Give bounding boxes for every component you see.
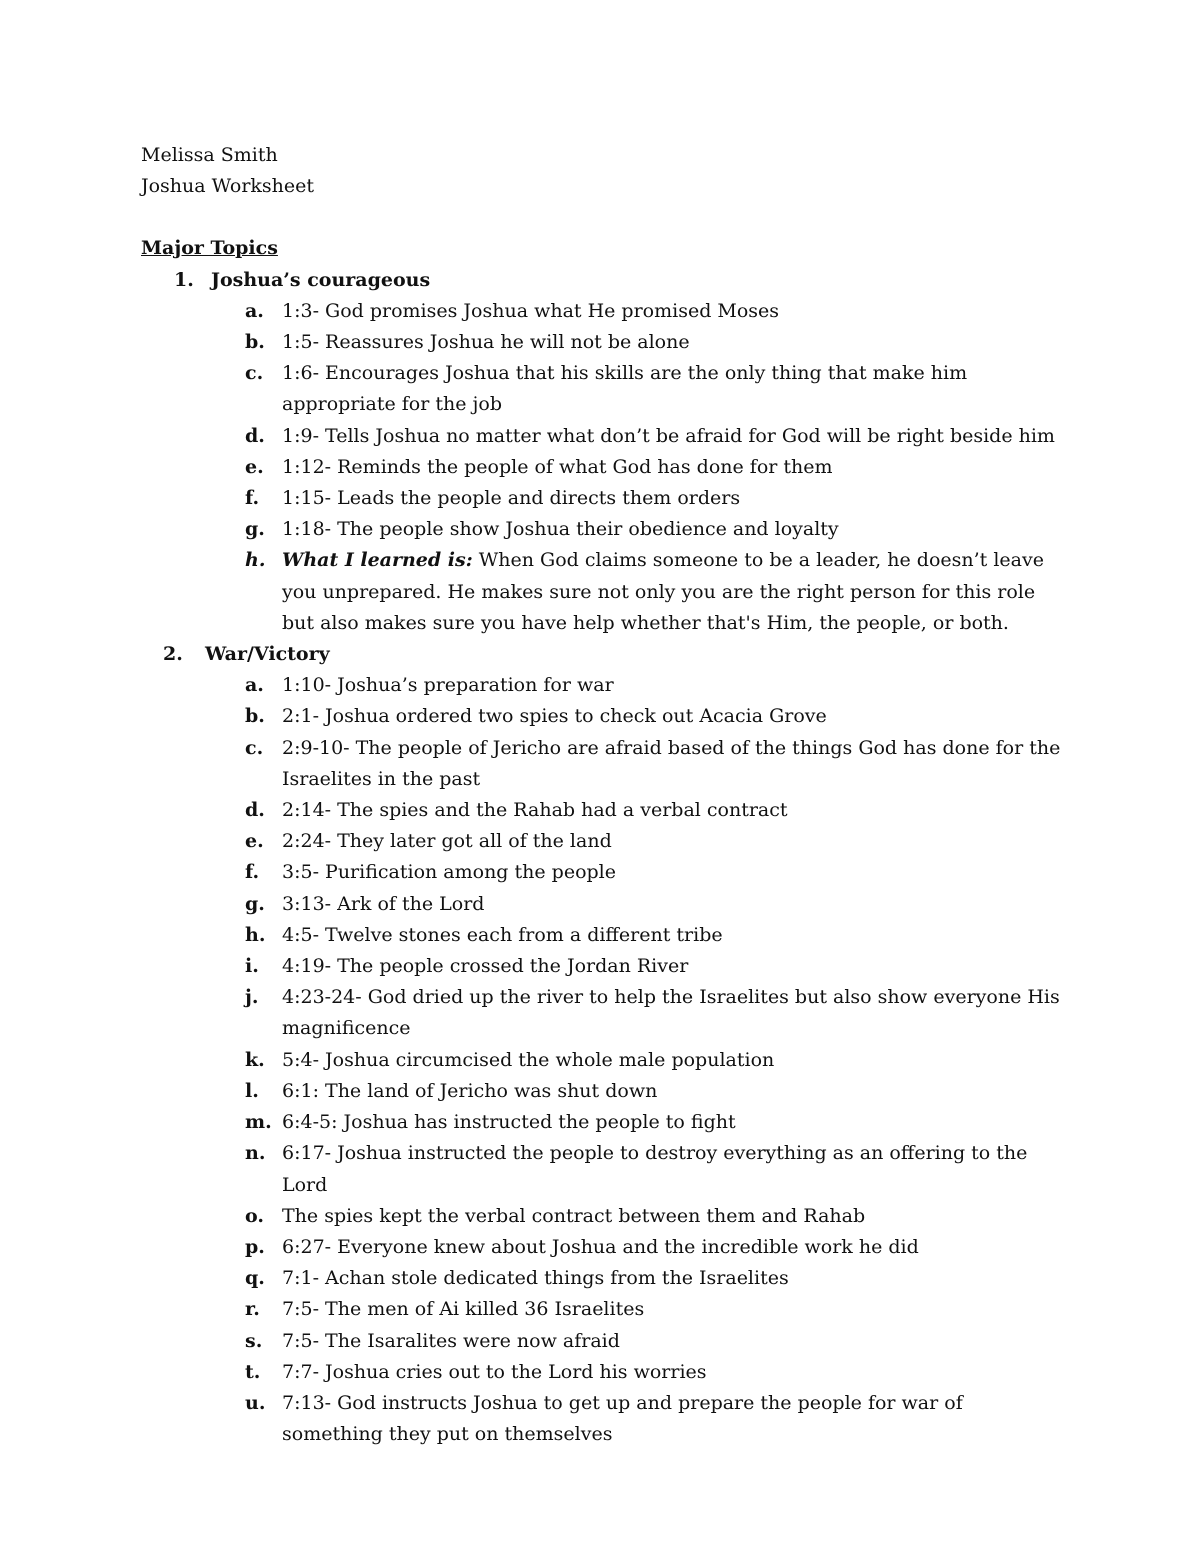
item-letter: h. — [245, 549, 266, 572]
item-letter: e. — [245, 830, 264, 853]
item-text: 2:9-10- The people of Jericho are afraid based of the things God has done for the Israelites in the past — [282, 736, 1061, 790]
list-item — [141, 421, 1062, 452]
list-item — [141, 670, 1062, 701]
spacer — [141, 202, 1071, 233]
list-item — [141, 920, 1062, 951]
section-heading: Major Topics — [141, 237, 278, 260]
list-item — [141, 1201, 1062, 1232]
item-letter: k. — [245, 1048, 265, 1071]
list-item — [141, 1138, 1062, 1200]
item-text: 7:7- Joshua cries out to the Lord his worries — [282, 1360, 707, 1383]
item-letter: h. — [245, 923, 266, 946]
item-text: 3:13- Ark of the Lord — [282, 892, 485, 915]
item-text: 1:5- Reassures Joshua he will not be alone — [282, 331, 690, 354]
item-text: 4:5- Twelve stones each from a different tribe — [282, 923, 723, 946]
topic-number: 2. — [163, 643, 183, 666]
list-item — [141, 1326, 1062, 1357]
item-letter: a. — [245, 674, 264, 697]
item-text: The spies kept the verbal contract between them and Rahab — [282, 1204, 866, 1227]
item-letter: n. — [245, 1142, 266, 1165]
item-text: 1:9- Tells Joshua no matter what don’t be afraid for God will be right beside him — [282, 424, 1055, 447]
list-item — [141, 795, 1062, 826]
item-text: 6:17- Joshua instructed the people to destroy everything as an offering to the Lord — [282, 1142, 1028, 1196]
topic-1-items — [141, 296, 1071, 639]
item-letter: i. — [245, 955, 259, 978]
list-item — [141, 701, 1062, 732]
document-title: Joshua Worksheet — [141, 175, 315, 198]
learned-label: What I learned is: — [282, 549, 473, 572]
list-item — [141, 1294, 1062, 1325]
item-text: 2:1- Joshua ordered two spies to check out Acacia Grove — [282, 705, 827, 728]
list-item — [141, 514, 1062, 545]
item-text: 7:13- God instructs Joshua to get up and prepare the people for war of something they put on themselves — [282, 1391, 963, 1446]
learned-item — [141, 545, 1062, 639]
item-text: 5:4- Joshua circumcised the whole male population — [282, 1048, 775, 1071]
item-letter: m. — [245, 1111, 272, 1134]
item-letter: b. — [245, 705, 265, 728]
author-name: Melissa Smith — [141, 144, 278, 166]
topic-2-items — [141, 670, 1071, 1450]
list-item — [141, 327, 1062, 358]
topic-title: War/Victory — [205, 643, 330, 666]
list-item — [141, 358, 1062, 420]
learned-text-block — [282, 545, 1062, 639]
item-letter: g. — [245, 892, 265, 915]
item-letter: s. — [245, 1329, 263, 1352]
list-item — [141, 452, 1062, 483]
item-letter: f. — [245, 487, 260, 510]
list-item — [141, 733, 1062, 795]
list-item — [141, 1232, 1062, 1263]
item-text: 7:5- The Isaralites were now afraid — [282, 1329, 620, 1352]
item-text: 1:10- Joshua’s preparation for war — [282, 674, 614, 697]
item-letter: t. — [245, 1360, 261, 1383]
item-text: 2:14- The spies and the Rahab had a verbal contract — [282, 799, 788, 822]
item-letter: u. — [245, 1391, 266, 1414]
item-text: 1:12- Reminds the people of what God has done for them — [282, 455, 833, 478]
list-item — [141, 1357, 1062, 1388]
list-item — [141, 889, 1062, 920]
item-text: 7:5- The men of Ai killed 36 Israelites — [282, 1298, 645, 1321]
list-item — [141, 1076, 1062, 1107]
item-letter: p. — [245, 1235, 265, 1258]
item-letter: e. — [245, 455, 264, 478]
item-text: 4:23-24- God dried up the river to help the Israelites but also show everyone His magnificence — [282, 986, 1060, 1040]
list-item — [141, 857, 1062, 888]
item-letter: g. — [245, 518, 265, 541]
list-item — [141, 1388, 1062, 1450]
item-text: 1:6- Encourages Joshua that his skills are the only thing that make him appropriate for the job — [282, 362, 968, 416]
item-letter: c. — [245, 736, 264, 759]
item-letter: b. — [245, 331, 265, 354]
topic-number: 1. — [174, 268, 194, 291]
topic-heading — [141, 639, 1071, 670]
item-text: 7:1- Achan stole dedicated things from the Israelites — [282, 1267, 789, 1290]
item-text: 6:4-5: Joshua has instructed the people to fight — [282, 1111, 736, 1134]
item-letter: j. — [245, 986, 259, 1009]
item-letter: d. — [245, 799, 265, 822]
item-text: 1:15- Leads the people and directs them orders — [282, 487, 741, 510]
topic-title: Joshua’s courageous — [211, 268, 431, 291]
list-item — [141, 483, 1062, 514]
item-letter: r. — [245, 1298, 260, 1321]
item-text: 1:18- The people show Joshua their obedience and loyalty — [282, 518, 839, 541]
document-body — [141, 140, 1071, 1450]
topic-heading — [141, 265, 1071, 296]
list-item — [141, 1107, 1062, 1138]
item-letter: q. — [245, 1267, 265, 1290]
list-item — [141, 982, 1062, 1044]
list-item — [141, 1045, 1062, 1076]
item-text: 6:1: The land of Jericho was shut down — [282, 1079, 658, 1102]
item-letter: c. — [245, 362, 264, 385]
item-letter: l. — [245, 1079, 259, 1102]
list-item — [141, 296, 1062, 327]
item-text: 3:5- Purification among the people — [282, 861, 616, 884]
item-text: 2:24- They later got all of the land — [282, 830, 612, 853]
list-item — [141, 951, 1062, 982]
learned-text: When God claims someone to be a leader, he doesn’t leave you unprepared. He makes sure not only you are the right person for this role but also makes sure you have help whether that's Him, the people, or both. — [282, 549, 1044, 634]
list-item — [141, 1263, 1062, 1294]
item-letter: a. — [245, 299, 264, 322]
item-letter: d. — [245, 424, 265, 447]
item-text: 1:3- God promises Joshua what He promised Moses — [282, 299, 780, 322]
item-text: 4:19- The people crossed the Jordan River — [282, 955, 689, 978]
item-letter: o. — [245, 1204, 264, 1227]
list-item — [141, 826, 1062, 857]
item-text: 6:27- Everyone knew about Joshua and the incredible work he did — [282, 1235, 919, 1258]
item-letter: f. — [245, 861, 260, 884]
